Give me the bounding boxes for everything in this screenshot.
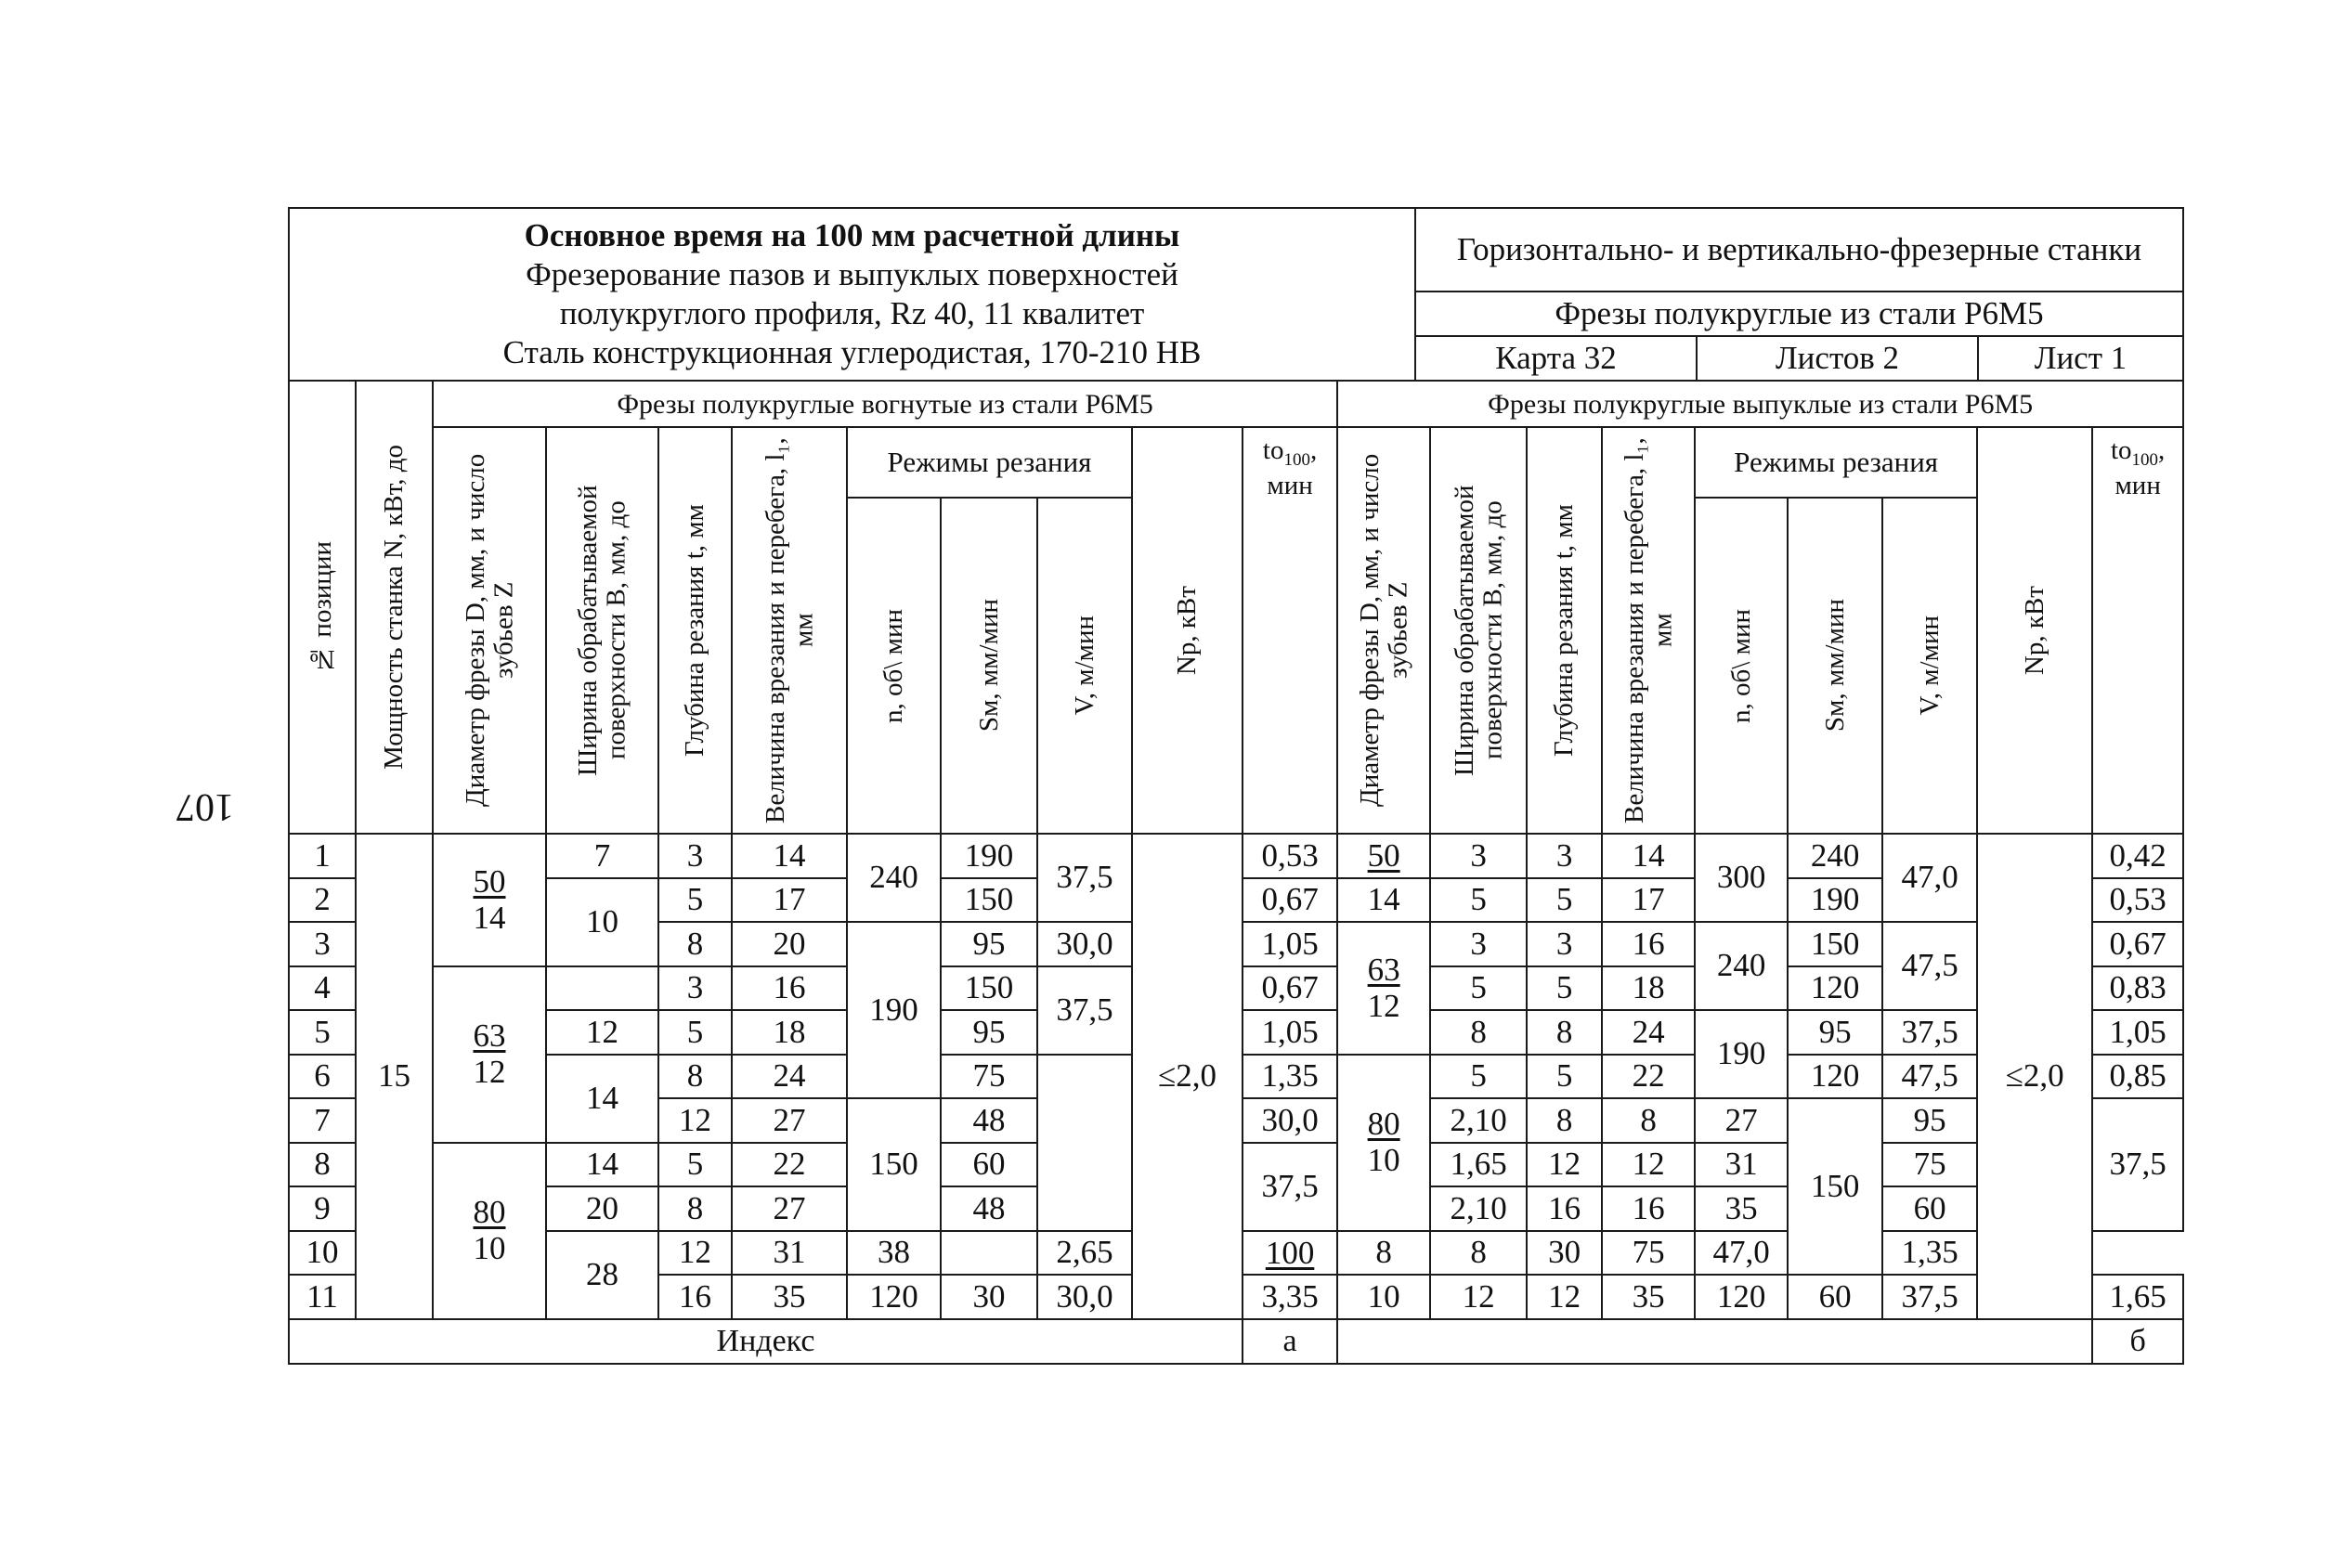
cell-depth: 16 [1602,1186,1695,1231]
cell-to: 0,85 [2092,1055,2183,1099]
col-to: $to_{100}$, мин [2092,427,2183,834]
col-diameter: Диаметр фрезы D, мм, и число зубьев Z [433,427,546,834]
cell-power: 15 [356,834,433,1319]
cell-approach: 14 [732,834,847,878]
cell-depth: 8 [1527,1010,1602,1055]
card-header [288,207,2184,382]
cell-v: 37,5 [1882,1275,1977,1319]
cell-approach: 35 [1695,1186,1788,1231]
cell-depth: 3 [1527,834,1602,878]
cell-sm: 75 [1602,1231,1695,1276]
col-width: Ширина обрабатываемой поверхности В, мм, до [546,427,658,834]
cell-depth: 5 [658,1143,732,1187]
cell-sm: 150 [941,878,1037,923]
cell-diameter: $\frac{80}{10}$ [1337,1055,1430,1231]
cell-sm: 95 [941,922,1037,966]
cell-v: 37,5 [2092,1098,2183,1231]
table-row [289,834,2183,878]
machine-type: Горизонтально- и вертикально-фрезерные станки [1415,208,2183,292]
cell-position: 11 [289,1275,356,1319]
cell-depth: 3 [658,834,732,878]
cell-approach: 27 [1695,1098,1788,1143]
cell-position: 10 [289,1231,356,1276]
card-number: Карта 32 [1415,336,1697,381]
col-depth: Глубина резания t, мм [658,427,732,834]
title-line: Фрезерование пазов и выпуклых поверхностей [526,256,1178,292]
cell-width: 14 [546,1143,658,1187]
cell-sm: 95 [941,1010,1037,1055]
cell-sm: 75 [941,1055,1037,1099]
cell-sm: 75 [1882,1143,1977,1187]
cell-diameter: 14 [1337,878,1430,923]
cell-depth: 12 [658,1098,732,1143]
cell-sm: 150 [1788,922,1882,966]
sheets-total: Листов 2 [1697,336,1978,381]
cell-sm: 60 [1882,1186,1977,1231]
cell-depth: 8 [658,1055,732,1099]
col-approach: Величина врезания и перебега, l₁, мм [1602,427,1695,834]
cell-width: 20 [546,1186,658,1231]
cell-sm: 120 [1788,1055,1882,1099]
cell-n: 190 [1695,1010,1788,1098]
cell-width: 5 [1430,1055,1527,1099]
cell-approach: 30 [1527,1231,1602,1276]
cell-approach: 27 [732,1098,847,1143]
col-np: Nр, кВт [1977,427,2092,834]
cell-to: 0,53 [1243,834,1337,878]
cell-width: 8 [1527,1098,1602,1143]
cell-depth: 5 [1527,1055,1602,1099]
cell-n: 190 [847,922,941,1098]
col-v: V, м/мин [1037,498,1132,834]
index-label: Индекс [289,1319,1243,1364]
cell-to: 0,67 [2092,922,2183,966]
cell-width: 10 [546,878,658,966]
cell-width [546,966,658,1011]
cell-sm: 30 [941,1275,1037,1319]
cell-width: 12 [546,1010,658,1055]
cell-diameter: 50 [1337,834,1430,878]
cell-sm: 48 [941,1186,1037,1231]
col-diameter: Диаметр фрезы D, мм, и число зубьев Z [1337,427,1430,834]
card-title [289,208,1415,381]
cell-v: 47,5 [1882,1055,1977,1099]
cell-to: 0,67 [1243,966,1337,1011]
cell-v: 30,0 [1037,922,1132,966]
cell-approach: 16 [1602,922,1695,966]
cell-approach: 18 [732,1010,847,1055]
cell-width: 12 [1430,1275,1527,1319]
cell-approach: 35 [732,1275,847,1319]
index-b: б [2092,1319,2183,1364]
cell-width: 3 [1430,922,1527,966]
cell-to: 1,65 [2092,1275,2183,1319]
cell-width: 28 [546,1231,658,1319]
cell-approach: 31 [732,1231,847,1276]
title-line: полукруглого профиля, Rz 40, 11 квалитет [559,295,1145,331]
sheet-current: Лист 1 [1978,336,2183,381]
cell-depth: 5 [658,1010,732,1055]
cell-n: 240 [847,834,941,922]
cell-n: 150 [1788,1098,1882,1275]
cell-to: 1,05 [1243,1010,1337,1055]
cell-position: 8 [289,1143,356,1187]
cell-width: 7 [546,834,658,878]
cell-to: 0,67 [1243,878,1337,923]
cell-diameter: $\frac{50}{14}$ [433,834,546,966]
cell-v: 47,0 [1695,1231,1788,1276]
page-number: 107 [176,785,234,828]
cell-n: 120 [1695,1275,1788,1319]
col-regimes: Режимы резания [847,427,1132,498]
cell-width: 5 [1430,966,1527,1011]
cell-approach: 24 [732,1055,847,1099]
col-n: n, об\ мин [847,498,941,834]
cell-v: 47,5 [1882,922,1977,1010]
cell-sm: 60 [1788,1275,1882,1319]
cell-approach: 22 [1602,1055,1695,1099]
cell-position: 7 [289,1098,356,1143]
cell-depth: 12 [1527,1275,1602,1319]
title-line: Сталь конструкционная углеродистая, 170-210 НВ [502,334,1202,370]
cell-approach: 31 [1695,1143,1788,1187]
cell-depth: 12 [658,1231,732,1276]
cell-sm: 190 [941,834,1037,878]
cell-n: 300 [1695,834,1788,922]
cell-position: 5 [289,1010,356,1055]
cell-v [1037,1055,1132,1231]
col-position: № позиции [289,381,356,834]
col-depth: Глубина резания t, мм [1527,427,1602,834]
cell-depth: 3 [1527,922,1602,966]
cell-position: 1 [289,834,356,878]
cell-approach: 14 [1602,834,1695,878]
cell-depth: 8 [658,922,732,966]
index-row [289,1319,2183,1364]
cell-to: 1,05 [1243,922,1337,966]
tool-type: Фрезы полукруглые из стали Р6М5 [1415,292,2183,336]
col-n: n, об\ мин [1695,498,1788,834]
col-np: Nр, кВт [1132,427,1243,834]
cell-np: ≤2,0 [1132,834,1243,1319]
cell-v: 37,5 [1243,1143,1337,1231]
cell-sm: 38 [847,1231,941,1276]
cell-to: 0,83 [2092,966,2183,1011]
col-to: $to_{100}$, мин [1243,427,1337,834]
cell-v [941,1231,1037,1276]
cell-n: 240 [1695,922,1788,1010]
cell-approach: 18 [1602,966,1695,1011]
cell-v: 47,0 [1882,834,1977,922]
cell-position: 4 [289,966,356,1011]
cell-width: 16 [1527,1186,1602,1231]
cell-diameter: $\frac{80}{10}$ [433,1143,546,1319]
title-main: Основное время на 100 мм расчетной длины [524,217,1180,253]
cell-sm: 48 [941,1098,1037,1143]
col-v: V, м/мин [1882,498,1977,834]
col-regimes: Режимы резания [1695,427,1977,498]
col-power: Мощность станка N, кВт, до [356,381,433,834]
cell-depth: 3 [658,966,732,1011]
cell-position: 2 [289,878,356,923]
cell-width: 12 [1527,1143,1602,1187]
cell-v: 37,5 [1037,834,1132,922]
cell-diameter: $\frac{63}{12}$ [433,966,546,1143]
group-concave: Фрезы полукруглые вогнутые из стали Р6М5 [433,381,1337,427]
cell-sm: 240 [1788,834,1882,878]
cell-approach: 35 [1602,1275,1695,1319]
cell-depth: 8 [1430,1231,1527,1276]
cell-approach: 20 [732,922,847,966]
cell-sm: 190 [1788,878,1882,923]
cell-v: 30,0 [1243,1098,1337,1143]
group-convex: Фрезы полукруглые выпуклые из стали Р6М5 [1337,381,2183,427]
cell-approach: 17 [732,878,847,923]
cell-to: 1,35 [1882,1231,1977,1276]
cell-to: 1,65 [1430,1143,1527,1187]
cell-position: 3 [289,922,356,966]
cell-depth: 5 [1527,878,1602,923]
cell-depth: 12 [1602,1143,1695,1187]
cell-approach: 24 [1602,1010,1695,1055]
tech-card [288,207,2182,1365]
col-width: Ширина обрабатываемой поверхности В, мм, до [1430,427,1527,834]
cell-diameter: 100 [1243,1231,1337,1276]
cell-approach: 16 [732,966,847,1011]
cell-n: 120 [847,1275,941,1319]
cell-depth: 16 [658,1275,732,1319]
cell-width: 5 [1430,878,1527,923]
cell-width: 8 [1337,1231,1430,1276]
cell-approach: 17 [1602,878,1695,923]
cell-depth: 8 [1602,1098,1695,1143]
cutting-table [288,380,2184,1365]
cell-width: 8 [1430,1010,1527,1055]
cell-depth: 8 [658,1186,732,1231]
cell-to: 2,65 [1037,1231,1132,1276]
cell-to: 2,10 [1430,1098,1527,1143]
cell-v: 37,5 [1037,966,1132,1055]
cell-approach: 22 [732,1143,847,1187]
cell-depth: 5 [658,878,732,923]
cell-v: 37,5 [1882,1010,1977,1055]
col-sm: Sм, мм/мин [1788,498,1882,834]
index-spacer [1337,1319,2092,1364]
cell-depth: 5 [1527,966,1602,1011]
cell-to: 3,35 [1243,1275,1337,1319]
cell-to: 1,05 [2092,1010,2183,1055]
cell-sm: 60 [941,1143,1037,1187]
cell-to: 0,42 [2092,834,2183,878]
cell-v: 30,0 [1037,1275,1132,1319]
cell-position: 9 [289,1186,356,1231]
cell-width: 14 [546,1055,658,1143]
cell-sm: 150 [941,966,1037,1011]
cell-position: 6 [289,1055,356,1099]
cell-sm: 120 [1788,966,1882,1011]
index-a: а [1243,1319,1337,1364]
cell-np: ≤2,0 [1977,834,2092,1319]
cell-sm: 95 [1788,1010,1882,1055]
cell-to: 0,53 [2092,878,2183,923]
col-approach: Величина врезания и перебега, l₁, мм [732,427,847,834]
cell-to: 2,10 [1430,1186,1527,1231]
cell-width: 3 [1430,834,1527,878]
cell-approach: 27 [732,1186,847,1231]
cell-diameter: 10 [1337,1275,1430,1319]
cell-n: 150 [847,1098,941,1231]
cell-diameter: $\frac{63}{12}$ [1337,922,1430,1055]
cell-sm: 95 [1882,1098,1977,1143]
cell-to: 1,35 [1243,1055,1337,1099]
col-sm: Sм, мм/мин [941,498,1037,834]
